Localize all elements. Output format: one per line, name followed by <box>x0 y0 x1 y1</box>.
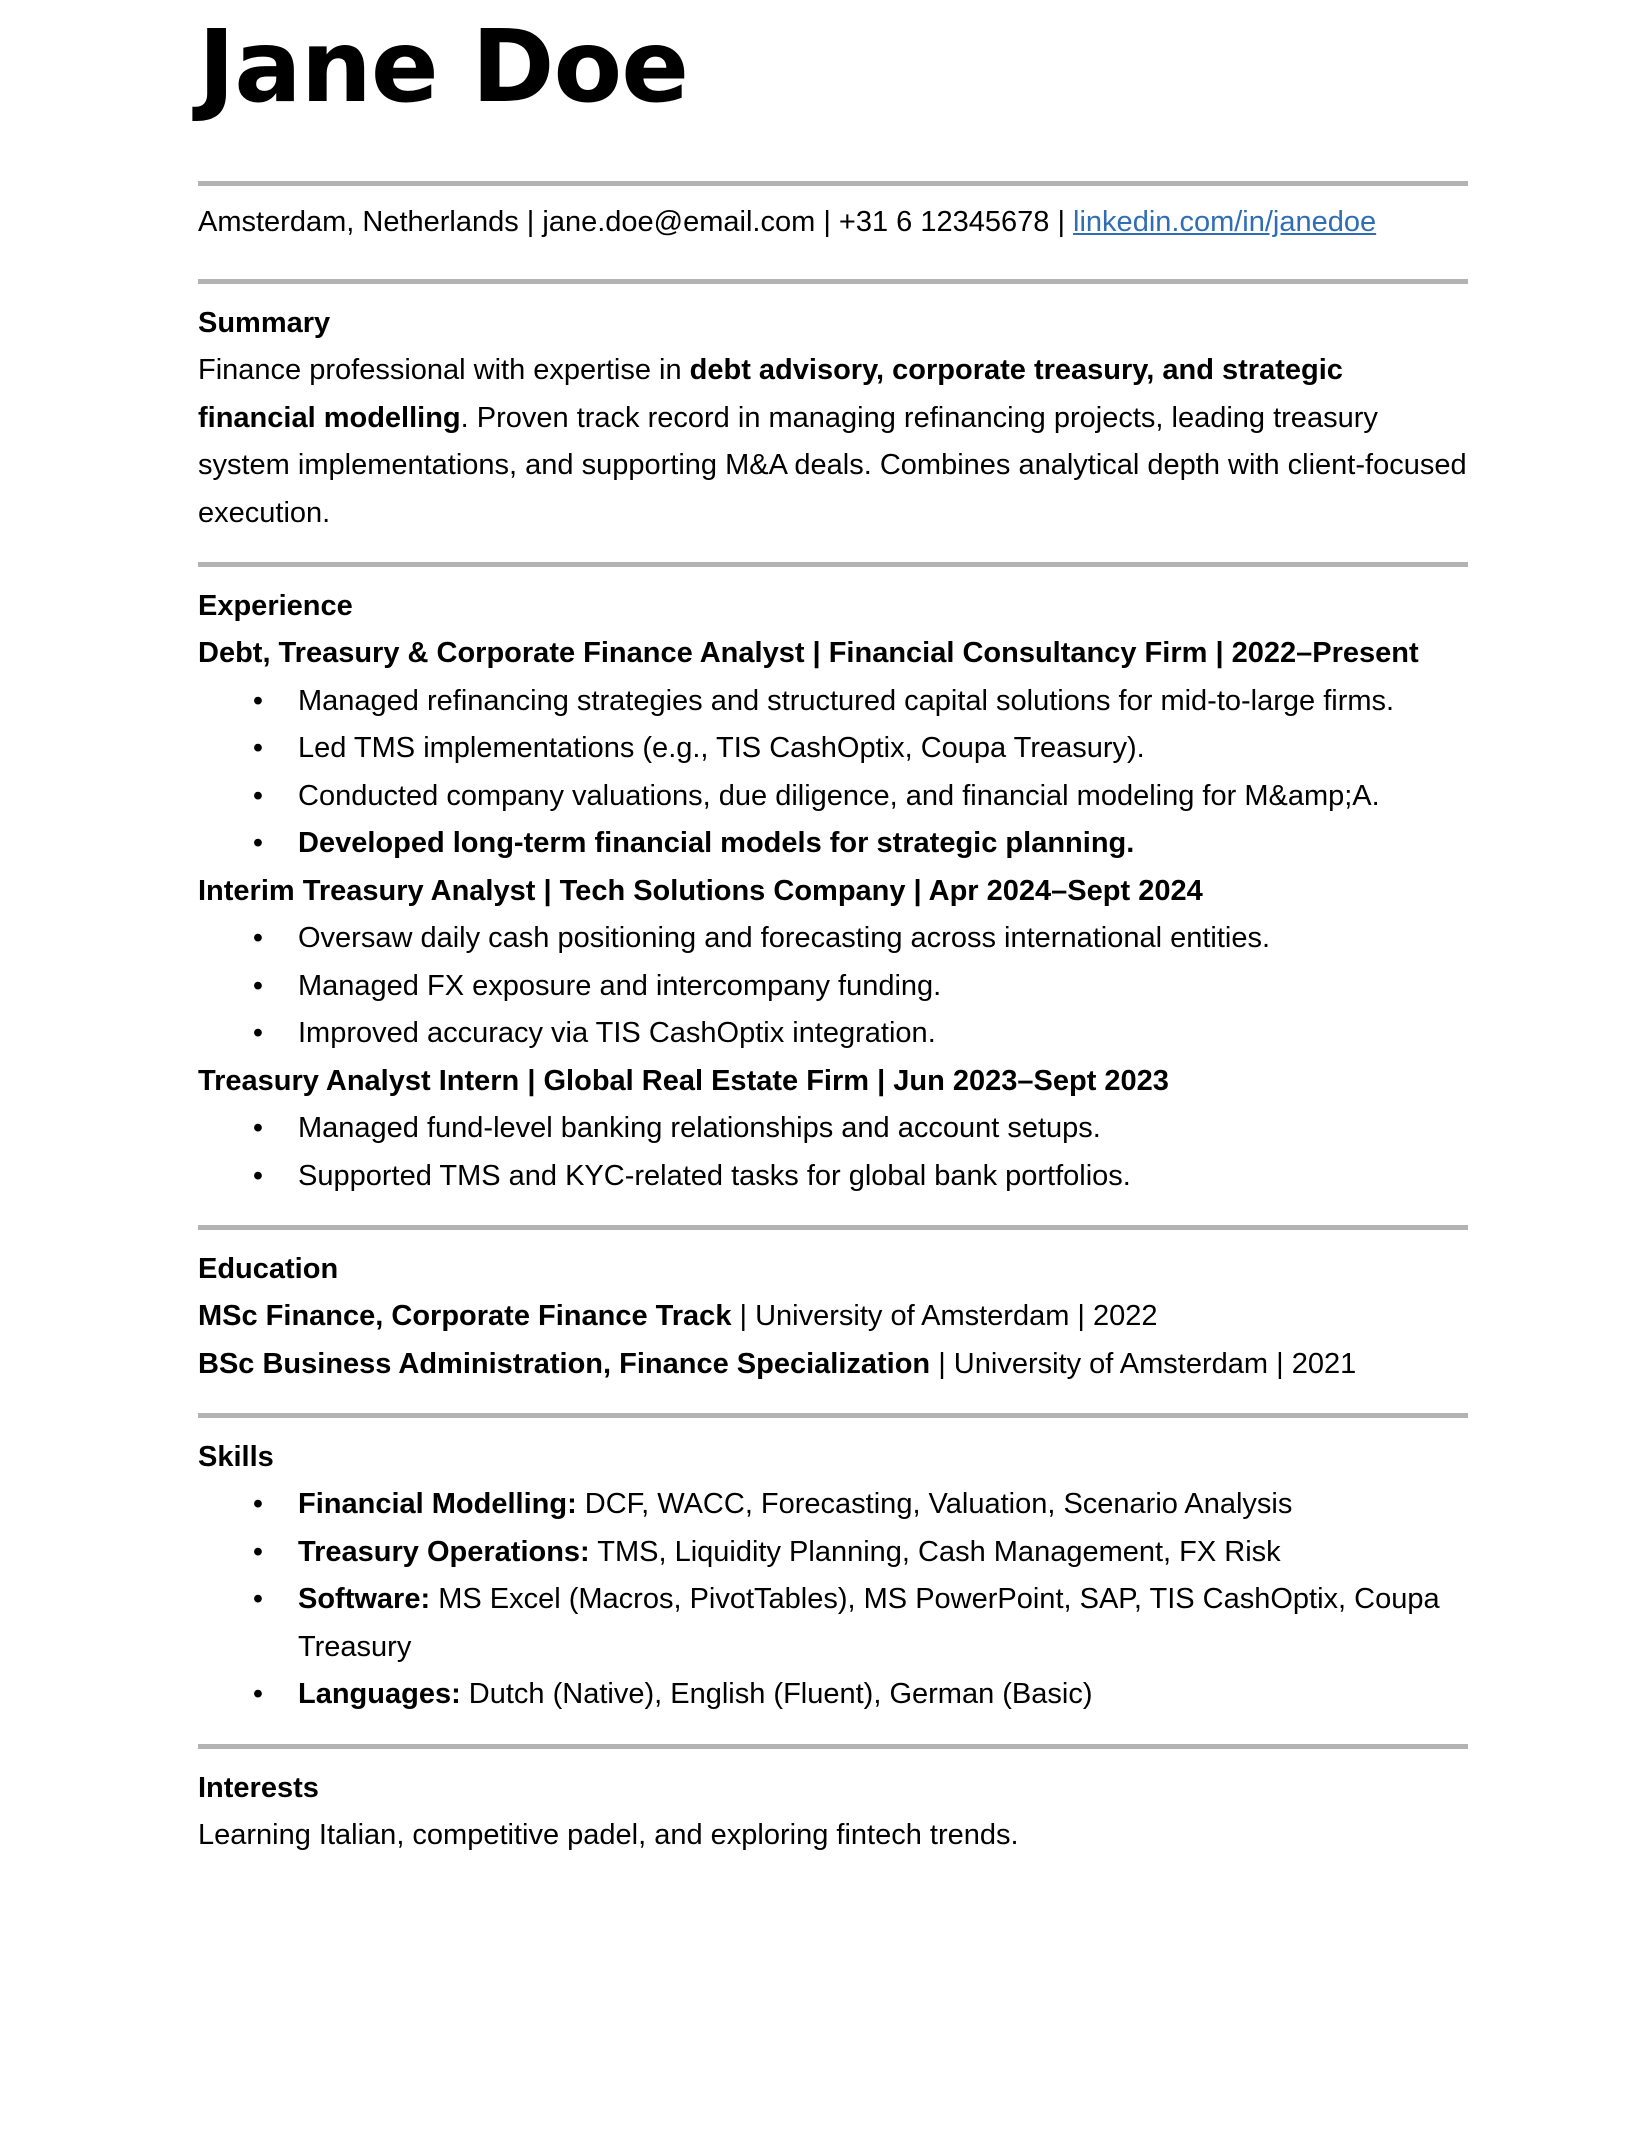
bullet-icon: • <box>252 684 264 717</box>
linkedin-link[interactable]: linkedin.com/in/janedoe <box>1073 206 1377 238</box>
job-entry <box>198 630 1468 868</box>
skill-value: Dutch (Native), English (Fluent), German (Basic) <box>460 1678 1093 1710</box>
job-bullets <box>198 678 1468 868</box>
skill-label: Languages: <box>298 1678 461 1710</box>
bullet-icon: • <box>252 1112 264 1144</box>
job-entry <box>198 868 1468 1058</box>
job-bullets <box>198 1105 1468 1200</box>
interests-text: Learning Italian, competitive padel, and exploring fintech trends. <box>198 1818 1019 1851</box>
summary-intro: Finance professional with expertise in <box>198 354 690 386</box>
experience-title: Experience <box>198 590 353 622</box>
summary-highlight: debt advisory, corporate treasury, and strategic financial modelling <box>198 354 1343 434</box>
list-item <box>198 1105 1468 1153</box>
bullet-text: Improved accuracy via TIS CashOptix integration. <box>298 1017 936 1049</box>
contact-location: Amsterdam, Netherlands <box>198 206 519 238</box>
summary-title: Summary <box>198 307 331 339</box>
resume-content <box>198 0 1468 1859</box>
bullet-icon: • <box>252 1488 264 1520</box>
bullet-icon: • <box>252 1535 264 1568</box>
bullet-icon: • <box>252 1159 264 1192</box>
list-item <box>198 1576 1468 1671</box>
contact-separator: | <box>1049 206 1074 238</box>
degree-details: | University of Amsterdam | 2022 <box>731 1300 1158 1332</box>
skill-label: Treasury Operations: <box>298 1535 590 1568</box>
education-section <box>198 1230 1468 1388</box>
divider <box>198 181 1468 186</box>
bullet-text: Managed refinancing strategies and structured capital solutions for mid-to-large firms. <box>298 684 1395 717</box>
education-title: Education <box>198 1253 339 1285</box>
interests-section <box>198 1749 1468 1860</box>
bullet-icon: • <box>252 969 264 1002</box>
skill-label: Financial Modelling: <box>298 1488 577 1520</box>
degree-name: BSc Business Administration, Finance Specialization <box>198 1347 931 1380</box>
contact-email: jane.doe@email.com <box>542 206 816 238</box>
list-item <box>198 1529 1468 1577</box>
skill-value: MS Excel (Macros, PivotTables), MS PowerPoint, SAP, TIS CashOptix, Coupa Treasury <box>298 1583 1440 1663</box>
list-item <box>198 915 1468 963</box>
list-item <box>198 1671 1468 1719</box>
bullet-text: Managed fund-level banking relationships and account setups. <box>298 1112 1101 1144</box>
summary-section <box>198 284 1468 537</box>
skill-value: DCF, WACC, Forecasting, Valuation, Scenario Analysis <box>576 1488 1293 1520</box>
list-item <box>198 963 1468 1011</box>
bullet-text: Oversaw daily cash positioning and forecasting across international entities. <box>298 922 1271 954</box>
education-entry <box>198 1341 1468 1389</box>
list-item <box>198 1153 1468 1201</box>
list-item <box>198 678 1468 726</box>
job-heading: Interim Treasury Analyst | Tech Solutions Company | Apr 2024–Sept 2024 <box>198 874 1203 907</box>
bullet-icon: • <box>252 779 264 812</box>
contact-separator: | <box>815 206 839 238</box>
contact-line <box>198 202 1468 242</box>
skills-section <box>198 1418 1468 1719</box>
experience-section <box>198 567 1468 1200</box>
job-heading: Treasury Analyst Intern | Global Real Estate Firm | Jun 2023–Sept 2023 <box>198 1064 1169 1097</box>
degree-name: MSc Finance, Corporate Finance Track <box>198 1300 732 1332</box>
bullet-text: Supported TMS and KYC-related tasks for global bank portfolios. <box>298 1159 1131 1192</box>
job-bullets <box>198 915 1468 1058</box>
skill-value: TMS, Liquidity Planning, Cash Management, FX Risk <box>589 1535 1281 1568</box>
contact-phone: +31 6 12345678 <box>838 206 1050 238</box>
skill-label: Software: <box>298 1583 431 1615</box>
job-entry <box>198 1058 1468 1201</box>
interests-title: Interests <box>198 1771 319 1804</box>
bullet-icon: • <box>252 1678 264 1710</box>
job-heading: Debt, Treasury & Corporate Finance Analyst | Financial Consultancy Firm | 2022–Present <box>198 637 1419 669</box>
bullet-text: Developed long-term financial models for strategic planning. <box>298 827 1135 859</box>
bullet-text: Conducted company valuations, due diligence, and financial modeling for M&amp;A. <box>298 779 1380 812</box>
skills-list <box>198 1481 1468 1719</box>
bullet-icon: • <box>252 1017 264 1049</box>
bullet-icon: • <box>252 1583 264 1615</box>
list-item <box>198 773 1468 821</box>
degree-details: | University of Amsterdam | 2021 <box>930 1347 1357 1380</box>
list-item <box>198 820 1468 868</box>
bullet-text: Managed FX exposure and intercompany funding. <box>298 969 942 1002</box>
list-item <box>198 725 1468 773</box>
list-item <box>198 1010 1468 1058</box>
bullet-icon: • <box>252 827 264 859</box>
bullet-text: Led TMS implementations (e.g., TIS CashOptix, Coupa Treasury). <box>298 732 1145 764</box>
bullet-icon: • <box>252 732 264 764</box>
education-entry <box>198 1293 1468 1341</box>
list-item <box>198 1481 1468 1529</box>
contact-separator: | <box>518 206 543 238</box>
candidate-name: Jane Doe <box>198 8 689 125</box>
summary-body: . Proven track record in managing refinancing projects, leading treasury system implementations, and supporting M&A deals. Combines analytical depth with client-focused execution. <box>198 401 1467 529</box>
bullet-icon: • <box>252 922 264 954</box>
skills-title: Skills <box>198 1441 274 1473</box>
summary-text <box>198 347 1468 537</box>
